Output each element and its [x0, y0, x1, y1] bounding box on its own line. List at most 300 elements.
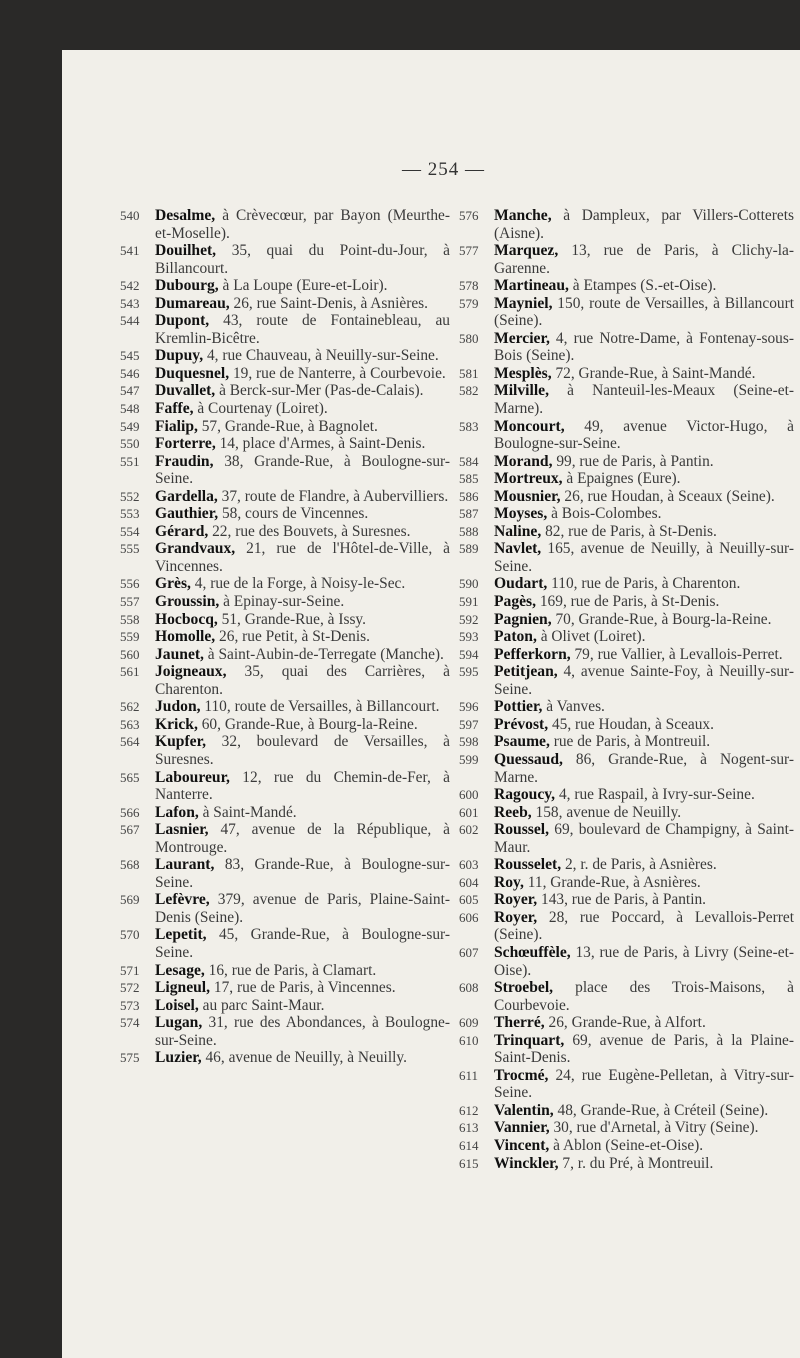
entry-number: 540 [120, 208, 140, 223]
directory-entry [120, 488, 450, 506]
entry-name: Pagès, [494, 593, 537, 611]
entry-address: 110, rue de Paris, à Charenton. [547, 575, 741, 593]
entry-number: 546 [120, 365, 140, 381]
entry-number: 577 [459, 243, 479, 259]
directory-entry [120, 716, 450, 734]
directory-entry [120, 435, 450, 453]
directory-entry [120, 804, 450, 822]
entry-name: Duvallet, [155, 382, 216, 400]
entry-name: Morand, [494, 452, 553, 470]
entry-number: 595 [459, 664, 479, 680]
entry-name: Desalme, [155, 207, 216, 224]
entry-address: 45, rue Houdan, à Sceaux. [548, 715, 714, 733]
entry-number: 561 [120, 664, 140, 680]
entry-name: Psaume, [494, 733, 550, 751]
directory-entry [459, 979, 794, 1014]
entry-name: Hocbocq, [155, 610, 218, 628]
directory-entry [459, 786, 794, 804]
entry-address: 4, rue Raspail, à Ivry-sur-Seine. [555, 786, 755, 804]
entry-number: 594 [459, 646, 479, 662]
entry-address: rue de Paris, à Montreuil. [549, 733, 711, 751]
entry-number: 615 [459, 1155, 479, 1171]
entry-name: Prévost, [494, 715, 549, 733]
entry-address: à Berck-sur-Mer (Pas-de-Calais). [215, 382, 424, 400]
entry-name: Forterre, [155, 435, 216, 453]
directory-entry [120, 611, 450, 629]
directory-entry [459, 733, 794, 751]
entry-number: 549 [120, 418, 140, 434]
entry-name: Lepetit, [155, 926, 207, 944]
entry-name: Laurant, [155, 856, 215, 874]
directory-entry [120, 1014, 450, 1049]
entry-address: 35, quai du Point-du-Jour, à Billancourt. [155, 242, 450, 277]
entry-name: Vincent, [494, 1136, 550, 1154]
entry-address: 60, Grande-Rue, à Bourg-la-Reine. [197, 715, 418, 733]
entry-name: Stroebel, [494, 979, 554, 997]
entry-number: 568 [120, 857, 140, 873]
entry-number: 551 [120, 453, 140, 469]
directory-entry [120, 453, 450, 488]
entry-number: 586 [459, 488, 479, 504]
entry-name: Homolle, [155, 628, 216, 646]
entry-number: 585 [459, 471, 479, 487]
entry-number: 576 [459, 208, 479, 223]
entry-name: Dupuy, [155, 347, 204, 365]
entry-address: 158, avenue de Neuilly. [531, 803, 682, 821]
entry-address: 4, avenue Sainte-Foy, à Neuilly-sur-Seine. [494, 663, 794, 698]
entry-name: Mercier, [494, 329, 550, 347]
directory-entry [120, 1049, 450, 1067]
entry-name: Oudart, [494, 575, 548, 593]
entry-name: Milville, [494, 382, 549, 400]
directory-entry [120, 663, 450, 698]
entry-name: Naline, [494, 522, 542, 540]
entry-address: à Saint-Aubin-de-Terregate (Manche). [203, 645, 444, 663]
entry-number: 556 [120, 576, 140, 592]
directory-entry [120, 698, 450, 716]
entry-name: Gérard, [155, 522, 209, 540]
entry-number: 590 [459, 576, 479, 592]
entry-address: 14, place d'Armes, à Saint-Denis. [215, 435, 426, 453]
entry-address: à La Loupe (Eure-et-Loir). [218, 277, 388, 295]
entry-name: Dumareau, [155, 294, 230, 312]
entry-address: 99, rue de Paris, à Pantin. [552, 452, 714, 470]
entry-number: 565 [120, 769, 140, 785]
directory-entry [459, 1014, 794, 1032]
page-number: — 254 — [402, 159, 485, 180]
entry-address: à Epaignes (Eure). [562, 470, 681, 488]
directory-entry [120, 646, 450, 664]
directory-entry [459, 207, 794, 242]
entry-address: 57, Grande-Rue, à Bagnolet. [197, 417, 378, 435]
directory-entry [459, 382, 794, 417]
entry-address: 38, Grande-Rue, à Boulogne-sur-Seine. [155, 452, 450, 488]
entry-number: 608 [459, 980, 479, 996]
entry-name: Roy, [494, 873, 524, 891]
directory-entry [459, 1067, 794, 1102]
entry-number: 557 [120, 594, 140, 610]
entry-name: Laboureur, [155, 768, 230, 786]
entry-name: Fialip, [155, 417, 198, 435]
right-column [459, 207, 794, 1172]
entry-address: 12, rue du Chemin-de-Fer, à Nanterre. [155, 768, 450, 804]
directory-entry [459, 1155, 794, 1173]
directory-entry [120, 242, 450, 277]
directory-entry [120, 523, 450, 541]
entry-address: à Vanves. [542, 698, 605, 716]
directory-entry [120, 418, 450, 436]
entry-address: 110, route de Versailles, à Billancourt. [200, 698, 440, 716]
entry-number: 572 [120, 980, 140, 996]
entry-address: 143, rue de Paris, à Pantin. [537, 891, 707, 909]
directory-entry [459, 540, 794, 575]
directory-entry [120, 207, 450, 242]
entry-name: Faffe, [155, 400, 194, 418]
directory-entry [459, 418, 794, 453]
entry-number: 601 [459, 804, 479, 820]
entry-address: 32, boulevard de Versailles, à Suresnes. [155, 733, 450, 768]
entry-address: 19, rue de Nanterre, à Courbevoie. [229, 364, 446, 382]
entry-name: Roussel, [494, 821, 550, 839]
entry-name: Mousnier, [494, 487, 561, 505]
entry-number: 545 [120, 348, 140, 364]
directory-entry [459, 944, 794, 979]
entry-address: 379, avenue de Paris, Plaine-Saint-Denis (Seine). [155, 891, 450, 926]
directory-entry [459, 1137, 794, 1155]
directory-entry [459, 663, 794, 698]
entry-address: à Nanteuil-les-Meaux (Seine-et-Marne). [494, 382, 794, 418]
entry-name: Navlet, [494, 540, 542, 558]
entry-number: 573 [120, 997, 140, 1013]
entry-address: à Bois-Colombes. [547, 505, 662, 523]
directory-entry [120, 382, 450, 400]
entry-address: à Courtenay (Loiret). [193, 400, 328, 418]
entry-address: 13, rue de Paris, à Clichy-la-Garenne. [494, 242, 794, 277]
entry-name: Jaunet, [155, 645, 204, 663]
entry-address: place des Trois-Maisons, à Courbevoie. [494, 979, 794, 1014]
entry-name: Groussin, [155, 593, 220, 611]
entry-name: Pagnien, [494, 610, 552, 628]
entry-address: 70, Grande-Rue, à Bourg-la-Reine. [551, 610, 772, 628]
directory-entry [459, 1119, 794, 1137]
entry-name: Reeb, [494, 803, 532, 821]
entry-address: 58, cours de Vincennes. [218, 505, 369, 523]
entry-number: 614 [459, 1137, 479, 1153]
directory-entry [459, 330, 794, 365]
entry-number: 569 [120, 892, 140, 908]
directory-entry [459, 804, 794, 822]
entry-address: 46, avenue de Neuilly, à Neuilly. [201, 1049, 407, 1067]
directory-entry [459, 628, 794, 646]
entry-number: 547 [120, 383, 140, 399]
entry-number: 584 [459, 453, 479, 469]
entry-name: Lasnier, [155, 821, 209, 839]
entry-name: Vannier, [494, 1119, 550, 1137]
entry-number: 570 [120, 927, 140, 943]
entry-address: 79, rue Vallier, à Levallois-Perret. [570, 645, 783, 663]
entry-name: Pefferkorn, [494, 645, 571, 663]
entry-number: 610 [459, 1032, 479, 1048]
entry-number: 587 [459, 506, 479, 522]
entry-name: Paton, [494, 628, 537, 646]
directory-entry [459, 856, 794, 874]
entry-name: Schœuffèle, [494, 943, 571, 961]
entry-name: Trocmé, [494, 1066, 549, 1084]
entry-address: à Olivet (Loiret). [536, 628, 646, 646]
directory-entry [120, 891, 450, 926]
entry-address: 31, rue des Abondances, à Boulogne-sur-Seine. [155, 1014, 450, 1049]
entry-number: 541 [120, 243, 140, 259]
entry-name: Marquez, [494, 242, 559, 260]
entry-name: Douilhet, [155, 242, 217, 260]
directory-entry [459, 611, 794, 629]
entry-number: 560 [120, 646, 140, 662]
entry-address: 72, Grande-Rue, à Saint-Mandé. [551, 364, 756, 382]
directory-entry [459, 646, 794, 664]
entry-address: 26, Grande-Rue, à Alfort. [544, 1014, 706, 1032]
directory-entry [459, 593, 794, 611]
entry-number: 612 [459, 1102, 479, 1118]
entry-address: 4, rue Chauveau, à Neuilly-sur-Seine. [203, 347, 439, 365]
entry-number: 602 [459, 822, 479, 838]
entry-address: 35, quai des Carrières, à Charenton. [155, 663, 450, 698]
entry-name: Krick, [155, 715, 198, 733]
entry-name: Lafon, [155, 803, 199, 821]
directory-entry [459, 453, 794, 471]
entry-address: 16, rue de Paris, à Clamart. [204, 961, 377, 979]
entry-number: 567 [120, 822, 140, 838]
entry-address: au parc Saint-Maur. [198, 996, 325, 1014]
entry-address: 82, rue de Paris, à St-Denis. [541, 522, 717, 540]
entry-number: 579 [459, 295, 479, 311]
entry-name: Martineau, [494, 277, 569, 295]
entry-address: 4, rue Notre-Dame, à Fontenay-sous-Bois (Seine). [494, 329, 794, 365]
entry-name: Grès, [155, 575, 191, 593]
entry-address: 86, Grande-Rue, à Nogent-sur-Marne. [494, 750, 794, 786]
directory-entry [459, 874, 794, 892]
entry-number: 563 [120, 716, 140, 732]
directory-entry [459, 1032, 794, 1067]
entry-address: 13, rue de Paris, à Livry (Seine-et-Oise). [494, 943, 794, 979]
entry-number: 592 [459, 611, 479, 627]
directory-entry [459, 523, 794, 541]
entry-address: 69, avenue de Paris, à la Plaine-Saint-Denis. [494, 1031, 794, 1067]
directory-entry [459, 242, 794, 277]
directory-entry [459, 505, 794, 523]
entry-number: 566 [120, 804, 140, 820]
entry-address: 26, rue Petit, à St-Denis. [215, 628, 370, 646]
entry-address: 30, rue d'Arnetal, à Vitry (Seine). [549, 1119, 759, 1137]
entry-name: Grandvaux, [155, 540, 236, 558]
entry-name: Mortreux, [494, 470, 563, 488]
entry-address: 150, route de Versailles, à Billancourt (Seine). [494, 294, 794, 330]
entry-number: 591 [459, 594, 479, 610]
entry-number: 596 [459, 699, 479, 715]
entry-name: Luzier, [155, 1049, 202, 1067]
entry-name: Therré, [494, 1014, 545, 1032]
entry-number: 593 [459, 629, 479, 645]
entry-name: Royer, [494, 908, 538, 926]
entry-address: 2, r. de Paris, à Asnières. [561, 856, 717, 874]
directory-entry [120, 821, 450, 856]
entry-address: 43, route de Fontainebleau, au Kremlin-Bicêtre. [155, 312, 450, 347]
entry-number: 574 [120, 1015, 140, 1031]
entry-name: Gardella, [155, 487, 218, 505]
entry-name: Moncourt, [494, 417, 565, 435]
entry-number: 598 [459, 734, 479, 750]
entry-number: 613 [459, 1120, 479, 1136]
entry-number: 609 [459, 1015, 479, 1031]
directory-entry [120, 312, 450, 347]
left-column [120, 207, 450, 1067]
directory-entry [120, 505, 450, 523]
directory-entry [459, 891, 794, 909]
directory-entry [459, 365, 794, 383]
entry-number: 581 [459, 365, 479, 381]
entry-number: 555 [120, 541, 140, 557]
entry-address: 69, boulevard de Champigny, à Saint-Maur. [494, 821, 794, 856]
entry-number: 564 [120, 734, 140, 750]
entry-number: 597 [459, 716, 479, 732]
entry-number: 603 [459, 857, 479, 873]
entry-name: Valentin, [494, 1101, 554, 1119]
directory-entry [120, 277, 450, 295]
entry-number: 578 [459, 278, 479, 294]
directory-entry [120, 997, 450, 1015]
entry-number: 599 [459, 751, 479, 767]
entry-address: 37, route de Flandre, à Aubervilliers. [217, 487, 449, 505]
directory-entry [459, 277, 794, 295]
directory-entry [459, 470, 794, 488]
entry-address: à Crèvecœur, par Bayon (Meurthe-et-Moselle). [155, 207, 450, 242]
entry-name: Mayniel, [494, 294, 553, 312]
directory-entry [459, 575, 794, 593]
entry-number: 589 [459, 541, 479, 557]
entry-name: Lefèvre, [155, 891, 210, 909]
entry-address: 24, rue Eugène-Pelletan, à Vitry-sur-Seine. [494, 1066, 794, 1102]
entry-address: 26, rue Saint-Denis, à Asnières. [229, 294, 428, 312]
entry-number: 607 [459, 944, 479, 960]
entry-address: 48, Grande-Rue, à Créteil (Seine). [553, 1101, 769, 1119]
directory-entry [120, 575, 450, 593]
entry-name: Rousselet, [494, 856, 562, 874]
entry-address: 11, Grande-Rue, à Asnières. [523, 873, 701, 891]
entry-name: Joigneaux, [155, 663, 227, 681]
entry-name: Petitjean, [494, 663, 558, 681]
entry-address: à Dampleux, par Villers-Cotterets (Aisne). [494, 207, 794, 242]
entry-number: 562 [120, 699, 140, 715]
directory-entry [120, 962, 450, 980]
directory-entry [120, 628, 450, 646]
entry-name: Royer, [494, 891, 538, 909]
entry-address: 21, rue de l'Hôtel-de-Ville, à Vincennes. [155, 540, 450, 575]
directory-entry [120, 365, 450, 383]
entry-name: Judon, [155, 698, 201, 716]
directory-entry [459, 1102, 794, 1120]
entry-address: à Ablon (Seine-et-Oise). [549, 1136, 704, 1154]
directory-entry [120, 347, 450, 365]
entry-address: 28, rue Poccard, à Levallois-Perret (Seine). [494, 908, 794, 944]
entry-address: à Epinay-sur-Seine. [219, 593, 345, 611]
entry-number: 583 [459, 418, 479, 434]
entry-name: Fraudin, [155, 452, 214, 470]
entry-name: Winckler, [494, 1154, 559, 1172]
entry-name: Duquesnel, [155, 364, 230, 382]
directory-entry [120, 733, 450, 768]
directory-entry [459, 716, 794, 734]
directory-entry [459, 821, 794, 856]
entry-number: 552 [120, 488, 140, 504]
directory-entry [120, 295, 450, 313]
entry-number: 580 [459, 330, 479, 346]
directory-entry [459, 751, 794, 786]
entry-name: Trinquart, [494, 1031, 565, 1049]
entry-number: 543 [120, 295, 140, 311]
entry-number: 542 [120, 278, 140, 294]
entry-number: 548 [120, 401, 140, 417]
entry-name: Mesplès, [494, 364, 552, 382]
directory-entry [459, 698, 794, 716]
entry-address: 17, rue de Paris, à Vincennes. [210, 979, 396, 997]
entry-address: 22, rue des Bouvets, à Suresnes. [208, 522, 411, 540]
entry-address: 47, avenue de la République, à Montrouge. [155, 821, 450, 856]
entry-address: 169, rue de Paris, à St-Denis. [536, 593, 720, 611]
entry-number: 559 [120, 629, 140, 645]
entry-number: 606 [459, 909, 479, 925]
directory-entry [120, 979, 450, 997]
directory-entry [459, 909, 794, 944]
entry-number: 544 [120, 313, 140, 329]
directory-entry [459, 295, 794, 330]
entry-name: Dupont, [155, 312, 210, 330]
entry-number: 582 [459, 383, 479, 399]
entry-number: 571 [120, 962, 140, 978]
entry-address: 26, rue Houdan, à Sceaux (Seine). [560, 487, 775, 505]
directory-entry [120, 593, 450, 611]
entry-address: 83, Grande-Rue, à Boulogne-sur-Seine. [155, 856, 450, 891]
entry-name: Gauthier, [155, 505, 219, 523]
entry-address: 51, Grande-Rue, à Issy. [217, 610, 366, 628]
entry-name: Ragoucy, [494, 786, 556, 804]
entry-address: 49, avenue Victor-Hugo, à Boulogne-sur-Seine. [494, 417, 794, 453]
entry-name: Moyses, [494, 505, 548, 523]
entry-number: 558 [120, 611, 140, 627]
entry-number: 554 [120, 523, 140, 539]
entry-number: 611 [459, 1067, 479, 1083]
entry-name: Dubourg, [155, 277, 219, 295]
directory-entry [120, 540, 450, 575]
entry-address: 4, rue de la Forge, à Noisy-le-Sec. [190, 575, 406, 593]
entry-address: 165, avenue de Neuilly, à Neuilly-sur-Seine. [494, 540, 794, 575]
entry-number: 604 [459, 874, 479, 890]
directory-entry [120, 400, 450, 418]
entry-number: 588 [459, 523, 479, 539]
entry-name: Lesage, [155, 961, 205, 979]
entry-number: 550 [120, 436, 140, 452]
entry-name: Manche, [494, 207, 552, 224]
entry-name: Ligneul, [155, 979, 211, 997]
entry-address: à Etampes (S.-et-Oise). [568, 277, 717, 295]
entry-name: Quessaud, [494, 750, 563, 768]
directory-entry [120, 926, 450, 961]
entry-number: 575 [120, 1050, 140, 1066]
entry-name: Kupfer, [155, 733, 206, 751]
entry-number: 605 [459, 892, 479, 908]
entry-name: Pottier, [494, 698, 543, 716]
directory-entry [120, 856, 450, 891]
entry-name: Lugan, [155, 1014, 203, 1032]
directory-entry [120, 769, 450, 804]
